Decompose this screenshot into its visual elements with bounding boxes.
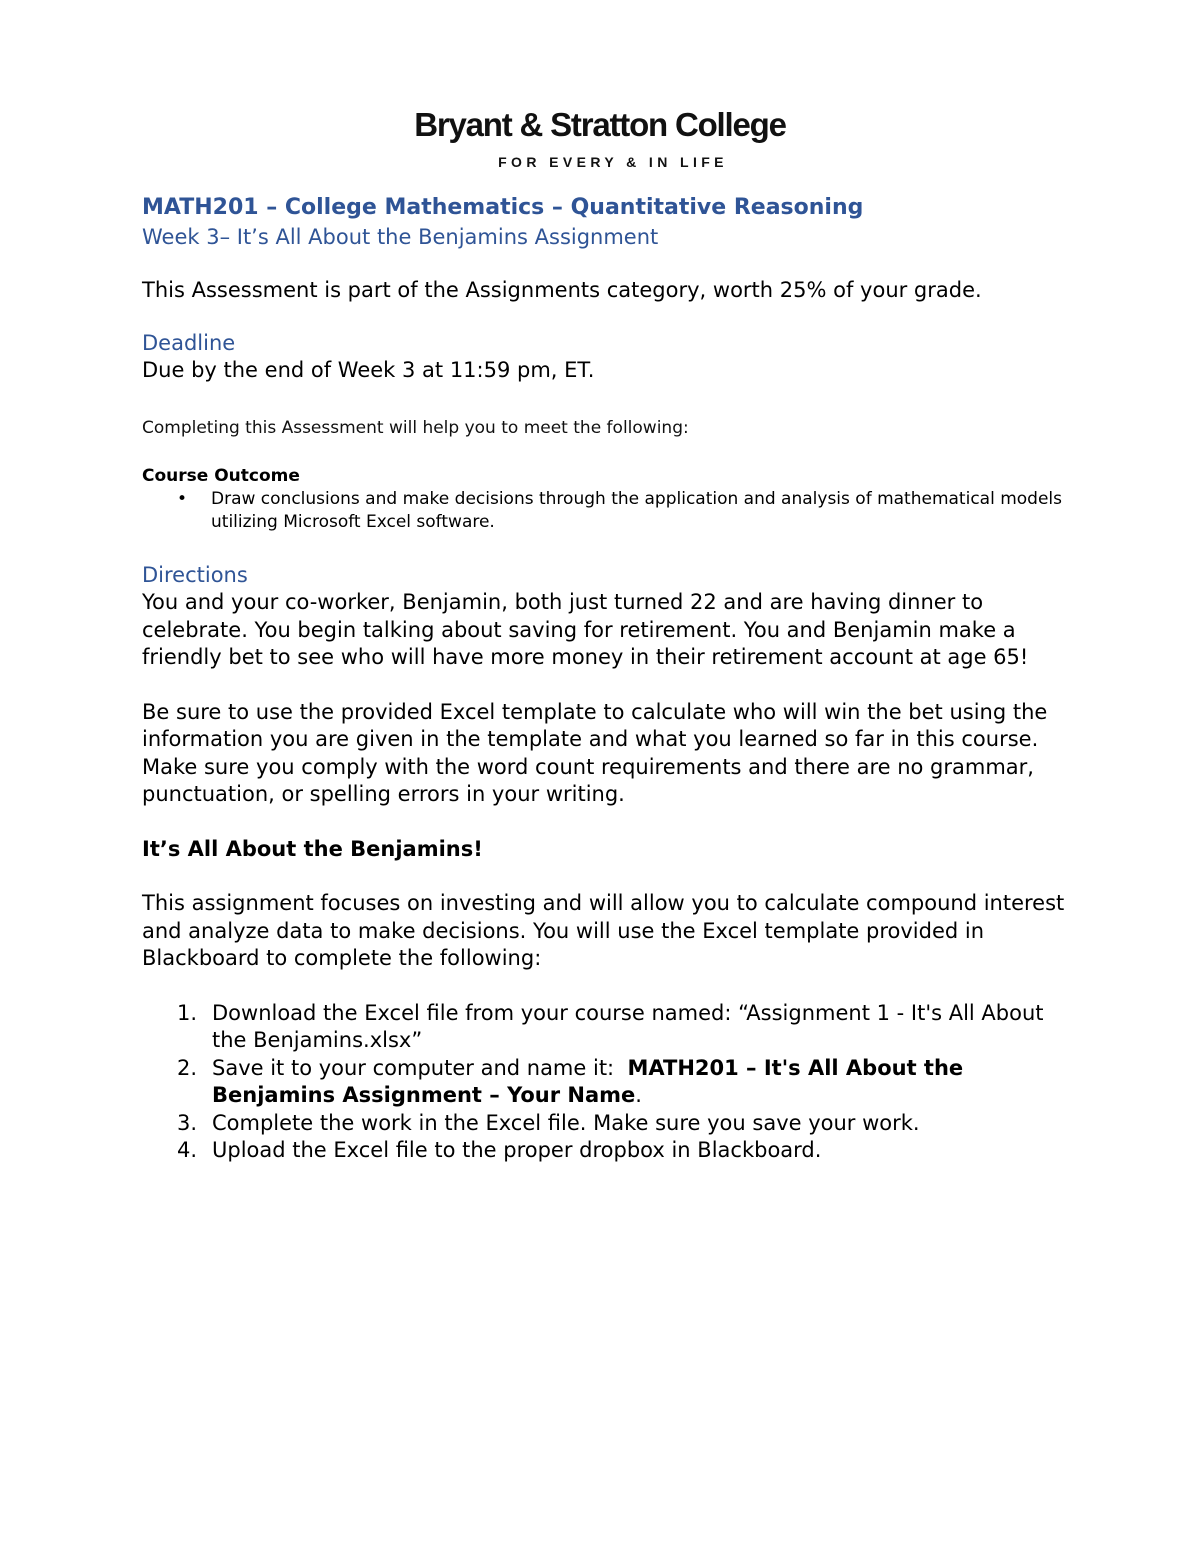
step-text: Download the Excel file from your course named: “Assignment 1 - It's All About the Benjamins.xlsx” bbox=[212, 1000, 1044, 1052]
assignment-subtitle: Week 3– It’s All About the Benjamins Assignment bbox=[142, 225, 659, 249]
bullet-icon: • bbox=[177, 489, 188, 509]
file-name-bold: MATH201 – It's All About the Benjamins Assignment – Your Name bbox=[212, 1055, 964, 1107]
step-number: 3. bbox=[177, 1110, 198, 1135]
section-paragraph: This assignment focuses on investing and will allow you to calculate compound interest and analyze data to make decisions. You will use the Excel template provided in Blackboard to complete the following: bbox=[142, 891, 1065, 970]
step-text-end: . bbox=[635, 1083, 642, 1107]
deadline-text: Due by the end of Week 3 at 11:59 pm, ET. bbox=[142, 357, 595, 382]
step-number: 4. bbox=[177, 1138, 198, 1162]
section-heading: It’s All About the Benjamins! bbox=[142, 836, 483, 861]
step-text: Upload the Excel file to the proper dropbox in Blackboard. bbox=[212, 1138, 822, 1162]
intro-paragraph: This Assessment is part of the Assignments category, worth 25% of your grade. bbox=[142, 278, 982, 302]
college-tagline: FOR EVERY & IN LIFE bbox=[498, 154, 728, 170]
college-logo-name: Bryant & Stratton College bbox=[414, 106, 786, 143]
outcome-text: Draw conclusions and make decisions through the application and analysis of mathematical models utilizing Microsoft Excel software. bbox=[211, 489, 1063, 532]
step-text: Save it to your computer and name it: bbox=[212, 1055, 628, 1080]
list-item bbox=[142, 1000, 1072, 1055]
college-logo bbox=[0, 106, 1200, 144]
course-title: MATH201 – College Mathematics – Quantitative Reasoning bbox=[142, 195, 864, 220]
list-item bbox=[142, 1110, 1072, 1138]
completing-text: Completing this Assessment will help you to meet the following: bbox=[142, 418, 689, 438]
deadline-heading: Deadline bbox=[142, 330, 236, 355]
directions-paragraph-2: Be sure to use the provided Excel template to calculate who will win the bet using the information you are given in the template and what you learned so far in this course. Make sure you comply with the word count requirements and there are no grammar, punctuation, or spelling errors in your writing. bbox=[142, 699, 1048, 806]
list-item bbox=[142, 1055, 1072, 1110]
directions-paragraph-1: You and your co-worker, Benjamin, both just turned 22 and are having dinner to celebrate. You begin talking about saving for retirement. You and Benjamin make a friendly bet to see who will have more money in their retirement account at age 65! bbox=[142, 590, 1029, 669]
step-text: Complete the work in the Excel file. Make sure you save your work. bbox=[212, 1110, 920, 1135]
course-outcome-list bbox=[142, 488, 1072, 534]
list-item bbox=[142, 488, 1072, 534]
directions-heading: Directions bbox=[142, 563, 248, 587]
document-body bbox=[142, 193, 1072, 1165]
course-outcome-heading: Course Outcome bbox=[142, 466, 300, 486]
step-number: 2. bbox=[177, 1055, 198, 1080]
steps-list bbox=[142, 1000, 1072, 1165]
step-number: 1. bbox=[177, 1000, 198, 1025]
list-item bbox=[142, 1137, 1072, 1165]
